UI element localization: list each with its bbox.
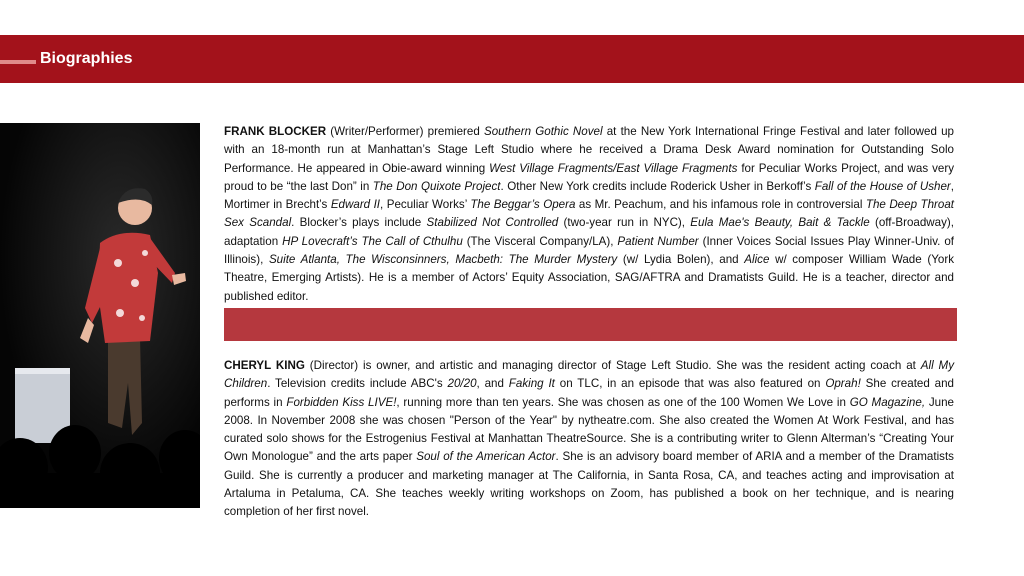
bio-title: Edward II bbox=[330, 198, 381, 212]
bio-text: (Director) is owner, and artistic and managing director of Stage Left Studio. She was the resident acting coach at bbox=[309, 359, 921, 372]
bio-title: Oprah! bbox=[825, 377, 861, 391]
bio-text: , running more than ten years. She was chosen as one of the 100 Women We Love in bbox=[396, 395, 850, 409]
bio-text: . Other New York credits include Roderick Usher in Berkoff’s bbox=[500, 179, 815, 193]
bio-title: The Don Quixote Project bbox=[372, 179, 501, 193]
bio-text: . Blocker’s plays include bbox=[291, 216, 427, 230]
bio-title: Faking It bbox=[508, 377, 555, 391]
bio-title: Suite Atlanta, The Wisconsinners, Macbeth: The Murder Mystery bbox=[268, 253, 618, 267]
bio-title: The Beggar’s Opera bbox=[470, 198, 576, 212]
bio-title: HP Lovecraft’s The Call of Cthulhu bbox=[282, 234, 463, 248]
bio-text: (w/ Lydia Bolen), and bbox=[617, 253, 745, 267]
bio-text: . Television credits include ABC's bbox=[267, 377, 448, 391]
bio-title: The Deep Throat Sex Scandal bbox=[224, 198, 954, 230]
bio-text: at the New York International Fringe Festival and later followed up with an 18-month run at Manhattan’s Stage Left Studio where he received a Drama Desk Award nomination for Outstanding Solo Performance. He appeared in Obie-award winning bbox=[224, 125, 954, 175]
bio-title: Southern Gothic Novel bbox=[484, 125, 603, 138]
bio-title: 20/20 bbox=[447, 377, 477, 391]
bio-cheryl-king bbox=[224, 357, 954, 522]
bio-text: on TLC, in an episode that was also featured on bbox=[554, 377, 826, 391]
performer-photo bbox=[0, 123, 200, 508]
bio-text: (The Visceral Company/LA), bbox=[462, 234, 618, 248]
header-accent-line bbox=[0, 60, 36, 64]
bio-frank-blocker bbox=[224, 123, 954, 306]
bio-text: , Peculiar Works’ bbox=[380, 198, 471, 212]
bio-text: (two-year run in NYC), bbox=[558, 216, 691, 230]
bio-text: (Inner Voices Social Issues Play Winner-Univ. of Illinois), bbox=[224, 234, 954, 267]
header-band bbox=[0, 35, 1024, 83]
page-title: Biographies bbox=[40, 50, 133, 67]
bio-text: (Writer/Performer) premiered bbox=[330, 125, 484, 138]
bio-text: w/ composer William Wade (York Theatre, Emerging Artists). He is a member of Actors’ Equity Association, SAG/AFTRA and Dramatists Guild. He is a teacher, director and published editor. bbox=[224, 253, 954, 303]
bio-text: , Mortimer in Brecht’s bbox=[224, 179, 954, 212]
bio-text: for Peculiar Works Project, and was very proud to be “the last Don” in bbox=[224, 161, 954, 193]
bio-title: Patient Number bbox=[617, 234, 699, 248]
bio-text: (off-Broadway), adaptation bbox=[224, 216, 955, 248]
bio-name: FRANK BLOCKER bbox=[224, 125, 327, 138]
bio-title: Stabilized Not Controlled bbox=[426, 216, 559, 230]
bio-title: Forbidden Kiss LIVE! bbox=[286, 395, 397, 409]
bio-text: , and bbox=[476, 377, 509, 391]
bio-text: She created and performs in bbox=[224, 377, 955, 409]
bio-text: as Mr. Peachum, and his infamous role in controversial bbox=[575, 198, 866, 212]
bio-title: GO Magazine, bbox=[849, 395, 926, 409]
bio-title: Soul of the American Actor bbox=[416, 450, 556, 464]
section-divider-bar bbox=[224, 308, 957, 341]
bio-text: . She is an advisory board member of ARIA and a member of the Dramatists Guild. She is currently a producer and marketing manager at The California, in Santa Rosa, CA, and teaches acting and improvisation at Artaluma in Petaluma, CA. She teaches weekly writing workshops on Zoom, has published a book on her technique, and is nearing completion of her first novel. bbox=[224, 450, 954, 519]
performer-photo-image bbox=[0, 123, 200, 508]
bio-title: West Village Fragments/East Village Fragments bbox=[489, 161, 738, 175]
bio-title: Fall of the House of Usher bbox=[814, 179, 951, 193]
bio-text: June 2008. In November 2008 she was chosen "Person of the Year" by nytheatre.com. She also created the Women At Work Festival, and has curated solo shows for the Estrogenius Festival at Manhattan TheatreSource. She is a contributing writer to Glenn Alterman’s “Creating Your Own Monologue” and the arts paper bbox=[224, 395, 954, 464]
bio-name: CHERYL KING bbox=[224, 359, 305, 372]
bio-title: All My Children bbox=[224, 359, 955, 391]
bio-title: Alice bbox=[744, 253, 770, 267]
bio-title: Eula Mae's Beauty, Bait & Tackle bbox=[690, 216, 870, 230]
